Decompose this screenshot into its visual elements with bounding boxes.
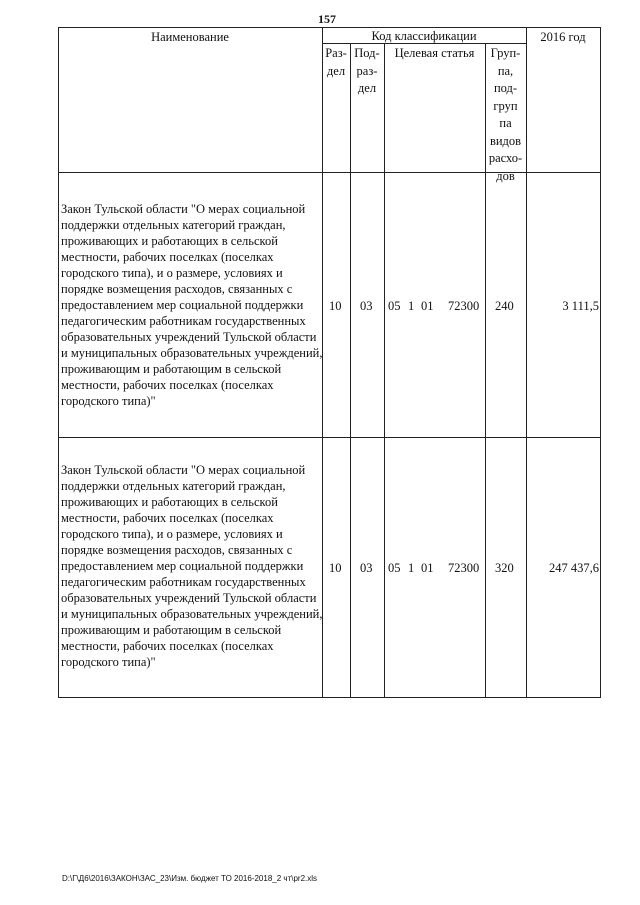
row-2-target-subprogram: 1 bbox=[408, 561, 415, 575]
row-1-target-subprogram: 1 bbox=[408, 299, 415, 313]
header-subsection: Под- раз- дел bbox=[354, 46, 380, 95]
row-1-target-event: 01 bbox=[421, 299, 434, 313]
header-target-article: Целевая статья bbox=[394, 46, 475, 60]
row-2-group: 320 bbox=[495, 561, 514, 575]
header-name: Наименование bbox=[151, 30, 229, 44]
header-year: 2016 год bbox=[540, 30, 586, 44]
group-column-divider bbox=[526, 27, 527, 698]
row-2-subsection: 03 bbox=[360, 561, 373, 575]
row-1-subsection: 03 bbox=[360, 299, 373, 313]
row-1-target-program: 05 bbox=[388, 299, 401, 313]
header-section: Раз- дел bbox=[325, 46, 347, 78]
header-expense-group: Груп- па, под- груп па видов расхо- дов bbox=[488, 46, 523, 183]
row-2-target-event: 01 bbox=[421, 561, 434, 575]
row-2-section: 10 bbox=[329, 561, 342, 575]
section-column-divider bbox=[350, 43, 351, 698]
row-2-amount: 247 437,6 bbox=[549, 561, 599, 575]
subsection-column-divider bbox=[384, 43, 385, 698]
page-number: 157 bbox=[318, 12, 336, 26]
row-2-target-program: 05 bbox=[388, 561, 401, 575]
table-border-bottom bbox=[58, 697, 601, 698]
row-1-section: 10 bbox=[329, 299, 342, 313]
table-border-right bbox=[600, 27, 601, 698]
row-1-name: Закон Тульской области "О мерах социальной поддержки отдельных категорий граждан, проживающих и работающих в сельской местности, рабочих поселках (поселках городского типа), и о размере, условиях и порядке возмещения расходов, связанных с предоставлением мер социальной поддержки педагогическим работникам государственных образовательных учреждений Тульской области и муниципальных образовательных учреждений, проживающим и работающим в сельской местности, рабочих поселках (поселках городского типа)" bbox=[61, 202, 323, 408]
row-1-amount: 3 111,5 bbox=[562, 299, 599, 313]
row-2-target-direction: 72300 bbox=[448, 561, 480, 575]
row-divider bbox=[58, 437, 601, 438]
row-2-name: Закон Тульской области "О мерах социальной поддержки отдельных категорий граждан, проживающих и работающих в сельской местности, рабочих поселках (поселках городского типа), и о размере, условиях и порядке возмещения расходов, связанных с предоставлением мер социальной поддержки педагогическим работникам государственных образовательных учреждений Тульской области и муниципальных образовательных учреждений, проживающим и работающим в сельской местности, рабочих поселках (поселках городского типа)" bbox=[61, 463, 323, 669]
footer-file-path: D:\Г\Д6\2016\ЗАКОН\ЗАС_23\Изм. бюджет ТО 2016-2018_2 чт\pr2.xls bbox=[62, 874, 318, 883]
row-1-group: 240 bbox=[495, 299, 514, 313]
table-border-left bbox=[58, 27, 59, 698]
header-classification: Код классификации bbox=[371, 29, 477, 43]
row-1-target-direction: 72300 bbox=[448, 299, 480, 313]
